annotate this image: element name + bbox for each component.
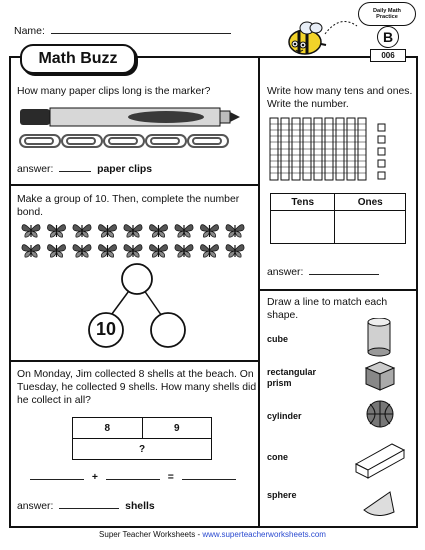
q2-answer-label: answer:	[267, 267, 304, 278]
shells-tuesday: 9	[142, 418, 212, 439]
butterfly-icon	[47, 225, 65, 238]
equation-row	[30, 470, 236, 484]
butterfly-icon	[22, 225, 40, 238]
butterfly-icon	[73, 245, 91, 258]
ones-header: Ones	[335, 194, 406, 211]
butterfly-icon	[124, 225, 142, 238]
q2-prompt: Write how many tens and ones. Write the number.	[267, 86, 413, 110]
q1-answer-row	[17, 162, 152, 176]
bond-part-top	[122, 264, 152, 294]
q1-answer-label: answer:	[17, 164, 54, 175]
shape-label-rectangular-prism: rectangular prism	[267, 367, 317, 388]
ones-cell[interactable]	[335, 211, 406, 244]
marker-icon	[20, 108, 240, 126]
footer	[0, 530, 425, 539]
sum-blank[interactable]	[182, 470, 236, 480]
divider-q3	[9, 360, 260, 362]
shells-bar-model	[72, 417, 212, 460]
bond-total: 10	[95, 319, 117, 339]
footer-url[interactable]: www.superteacherworksheets.com	[202, 530, 326, 539]
q5-answer-label: answer:	[17, 501, 54, 512]
q2-answer-blank[interactable]	[309, 265, 379, 275]
shells-total: ?	[73, 439, 212, 460]
butterfly-icon	[175, 245, 193, 258]
tens-ones-table	[270, 193, 406, 244]
butterfly-icon	[47, 245, 65, 258]
bond-part-right	[151, 313, 185, 347]
base-ten-blocks-image	[268, 116, 398, 186]
shells-monday: 8	[73, 418, 143, 439]
shape-label-sphere: sphere	[267, 490, 297, 500]
badge-bubble	[358, 2, 416, 26]
shape-label-cone: cone	[267, 452, 289, 462]
shape-pictures	[350, 318, 416, 518]
shape-label-cylinder: cylinder	[267, 411, 302, 421]
divider-q2	[258, 289, 416, 291]
addend-blank-1[interactable]	[30, 470, 84, 480]
divider-q1	[9, 184, 260, 186]
can-cylinder-icon	[368, 318, 390, 356]
name-field[interactable]	[51, 24, 231, 34]
badge-line2: Practice	[376, 14, 398, 20]
butterfly-icon	[175, 225, 193, 238]
addend-blank-2[interactable]	[106, 470, 160, 480]
q2-answer-row	[267, 265, 379, 279]
basketball-sphere-icon	[367, 401, 393, 427]
q5-answer-blank[interactable]	[59, 499, 119, 509]
butterfly-icon	[124, 245, 142, 258]
butterfly-icon	[149, 225, 167, 238]
butterfly-icon	[98, 245, 116, 258]
badge-level: B	[377, 26, 399, 48]
q1-prompt: How many paper clips long is the marker?	[17, 86, 211, 97]
name-row	[14, 24, 231, 37]
badge-line1: Daily Math	[373, 8, 401, 14]
tens-cell[interactable]	[271, 211, 335, 244]
shape-label-cube: cube	[267, 334, 289, 344]
footer-site: Super Teacher Worksheets -	[99, 530, 201, 539]
rubiks-cube-icon	[366, 362, 394, 390]
paper-clips-icon	[20, 135, 228, 147]
vertical-divider	[258, 56, 260, 526]
name-label: Name:	[14, 25, 45, 37]
q1-answer-blank[interactable]	[59, 162, 91, 172]
marker-and-clips-image	[16, 103, 244, 161]
daily-practice-badge	[358, 2, 416, 62]
number-bond-diagram	[82, 262, 192, 354]
q5-prompt: On Monday, Jim collected 8 shells at the beach. On Tuesday, he collected 9 shells. How many shells did he collect in all?	[17, 369, 257, 406]
q5-answer-row	[17, 499, 155, 513]
q5-answer-unit: shells	[125, 501, 155, 512]
butterfly-icon	[226, 225, 244, 238]
butterfly-icon	[98, 225, 116, 238]
butterfly-icon	[200, 245, 218, 258]
q4-prompt: Draw a line to match each shape.	[267, 297, 388, 321]
badge-number: 006	[370, 49, 406, 62]
butterfly-icon	[149, 245, 167, 258]
plus-sign: +	[91, 472, 98, 483]
q3-prompt: Make a group of 10. Then, complete the number bond.	[17, 194, 240, 218]
eraser-prism-icon	[356, 444, 404, 478]
butterfly-icon	[226, 245, 244, 258]
page-title: Math Buzz	[20, 44, 136, 74]
butterfly-icon	[22, 245, 40, 258]
butterfly-icon	[73, 225, 91, 238]
butterfly-icon	[200, 225, 218, 238]
cone-icon	[364, 492, 394, 516]
butterflies-image	[17, 219, 251, 259]
q1-answer-unit: paper clips	[97, 164, 153, 175]
ones-cubes-icon	[378, 124, 385, 179]
tens-header: Tens	[271, 194, 335, 211]
equals-sign: =	[167, 472, 174, 483]
